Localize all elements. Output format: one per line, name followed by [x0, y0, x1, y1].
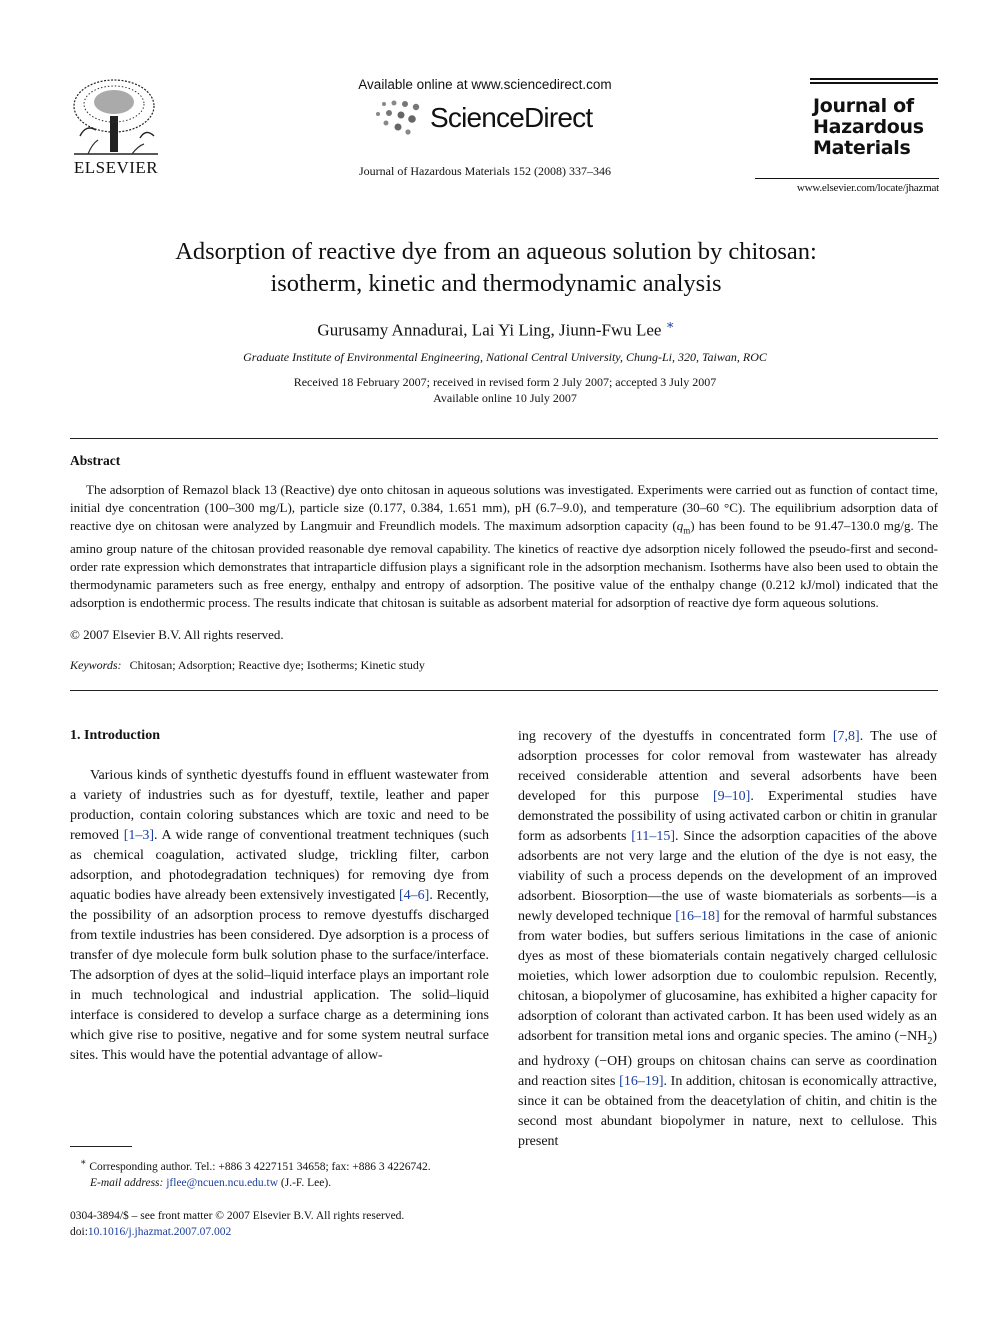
- keywords-list: Chitosan; Adsorption; Reactive dye; Isotherms; Kinetic study: [129, 658, 425, 672]
- journal-logo-rule: [810, 82, 938, 84]
- available-date: Available online 10 July 2007: [433, 391, 577, 405]
- keywords-label: Keywords:: [70, 658, 122, 672]
- article-history: [80, 374, 930, 406]
- abstract-heading: Abstract: [70, 453, 121, 468]
- journal-url[interactable]: www.elsevier.com/locate/jhazmat: [796, 182, 939, 194]
- body-text: Various kinds of synthetic dyestuffs found in effluent wastewater from a variety of industries such as for dyestuff, textile, leather and paper production, contain coloring substances which are toxic and need to be removed: [70, 768, 489, 843]
- body-text: . Since the adsorption capacities of the above adsorbents are not very large and the elution of the dye is not easy, the viability of such a process depends on the development of an improved adsorbent. Biosorption—the use of waste biomaterials as sorbents—is a newly developed technique: [518, 829, 937, 924]
- body-column-right: [518, 727, 937, 1152]
- journal-url-rule: [755, 178, 939, 179]
- qm-subscript: m: [683, 525, 691, 536]
- journal-logo-rule: [810, 78, 938, 80]
- citation-link[interactable]: [9–10]: [713, 789, 751, 804]
- section-heading: 1. Introduction: [70, 728, 160, 743]
- journal-logo: [810, 78, 938, 165]
- citation-link[interactable]: [7,8]: [832, 729, 860, 744]
- received-dates: Received 18 February 2007; received in revised form 2 July 2007; accepted 3 July 2007: [293, 375, 717, 389]
- corresponding-footnote: [80, 1155, 500, 1191]
- body-text: ing recovery of the dyestuffs in concentrated form: [518, 729, 833, 744]
- journal-title: [810, 86, 938, 165]
- body-column-left: [70, 766, 489, 1066]
- corresponding-author-mark[interactable]: ∗: [665, 317, 675, 332]
- title-line-2: isotherm, kinetic and thermodynamic analysis: [270, 270, 722, 297]
- title-line-1: Adsorption of reactive dye from an aqueous solution by chitosan:: [175, 238, 817, 265]
- footnote-text: Corresponding author. Tel.: +886 3 4227151 34658; fax: +886 3 4226742.: [89, 1160, 431, 1173]
- keywords: [70, 658, 425, 673]
- body-text: for the removal of harmful substances from water bodies, but suffers serious limitations in the case of anionic dyes as most of these biomaterials contain negatively charged cellulosic moieties, which lower adsorption due to coulombic repulsion. Recently, chitosan, a biopolymer of glucosamine, has exhibited a higher capacity for adsorption of colorant than activated carbon. It has been used widely as an adsorbent for transition metal ions and organic species. The amino (−NH: [518, 909, 937, 1044]
- divider: [70, 690, 938, 691]
- body-text: . Recently, the possibility of an adsorption process to remove dyestuffs discharged from textile industries has been considered. Dye adsorption is a process of transfer of dye molecule form bulk solution phase to the surface/interface. The adsorption of dyes at the solid–liquid interface plays an important role in much technological and industrial application. The solid–liquid interface is considered to develop a surface charge as a determining ions which give rise to positive, negative and for some system neutral surface sites. This would have the potential advantage of allow-: [70, 888, 489, 1063]
- citation-link[interactable]: [1–3]: [123, 828, 155, 843]
- body-text: . Experimental studies have demonstrated the possibility of using activated carbon or chitin in granular form as adsorbents: [518, 789, 937, 844]
- affiliation: Graduate Institute of Environmental Engineering, National Central University, Chung-Li, 320, Taiwan, ROC: [243, 350, 767, 364]
- footnote-mark: ∗: [80, 1157, 87, 1168]
- citation-link[interactable]: [4–6]: [399, 888, 430, 903]
- qm-symbol: q: [676, 518, 684, 533]
- authors-text: Gurusamy Annadurai, Lai Yi Ling, Jiunn-Fwu Lee: [317, 320, 662, 340]
- abstract-text-part: ) has been found to be 91.47–130.0 mg/g. The amino group nature of the chitosan provided reasonable dye removal capability. The kinetics of reactive dye adsorption nicely followed the pseudo-first and second-order rate expression which demonstrates that intraparticle diffusion plays a significant role in the adsorption mechanism. Isotherms have also been used to obtain the thermodynamic parameters such as free energy, enthalpy and entropy of adsorption. The positive value of the enthalpy change (0.212 kJ/mol) indicated that the adsorption is endothermic process. The results indicate that chitosan is suitable as adsorbent material for adsorption of reactive dye form aqueous solutions.: [70, 518, 939, 610]
- doi-label: doi:: [70, 1226, 88, 1238]
- citation-link[interactable]: [16–19]: [619, 1073, 664, 1089]
- nh2-subscript: 2: [927, 1035, 933, 1047]
- citation-link[interactable]: [11–15]: [631, 829, 676, 844]
- email-link[interactable]: jflee@ncuen.ncu.edu.tw: [166, 1176, 279, 1189]
- sciencedirect-brand: ScienceDirect: [430, 102, 593, 133]
- email-label: E-mail address:: [90, 1176, 164, 1189]
- abstract-copyright: © 2007 Elsevier B.V. All rights reserved.: [70, 627, 284, 642]
- front-matter: [70, 1208, 490, 1240]
- journal-title-line: Hazardous: [813, 116, 924, 138]
- journal-title-line: Journal of: [813, 95, 914, 117]
- sciencedirect-dots-icon: [372, 98, 428, 138]
- body-text: ) and hydroxy (−OH) groups on chitosan chains can serve as coordination and reaction sites: [518, 1029, 937, 1089]
- publisher-name: ELSEVIER: [73, 158, 159, 177]
- email-suffix: (J.-F. Lee).: [278, 1176, 332, 1189]
- doi-link[interactable]: 10.1016/j.jhazmat.2007.07.002: [87, 1226, 232, 1238]
- issn-line: 0304-3894/$ – see front matter © 2007 Elsevier B.V. All rights reserved.: [70, 1210, 405, 1222]
- elsevier-tree-icon: [70, 76, 162, 158]
- abstract-text-part: The adsorption of Remazol black 13 (Reactive) dye onto chitosan in aqueous solutions was investigated. Experiments were carried out as function of contact time, initial dye concentration (100–300 mg/L), particle size (0.177, 0.384, 1.651 mm), pH (6.7–9.0), and temperature (30–60 °C). The equilibrium adsorption data of reactive dye on chitosan were analyzed by Langmuir and Freundlich models. The maximum adsorption capacity (: [70, 482, 938, 533]
- citation-link[interactable]: [16–18]: [675, 909, 720, 924]
- body-text: . In addition, chitosan is economically attractive, since it can be obtained from the deacetylation of chitin, and chitin is the second most abundant biopolymer in nature, next to cellulose. This present: [518, 1073, 937, 1149]
- author-list: [80, 317, 912, 341]
- abstract-text: [70, 481, 938, 612]
- journal-title-line: Materials: [813, 137, 911, 159]
- journal-citation: Journal of Hazardous Materials 152 (2008) 337–346: [359, 164, 611, 178]
- elsevier-logo: [70, 76, 162, 182]
- article-title: [80, 236, 912, 300]
- sciencedirect-logo: [372, 98, 612, 138]
- footnote-rule: [70, 1146, 132, 1147]
- body-text: . A wide range of conventional treatment techniques (such as chemical coagulation, activated sludge, trickling filter, carbon adsorption, and photodegradation techniques) for removing dye from aquatic bodies have already been extensively investigated: [70, 828, 489, 903]
- divider: [70, 438, 938, 439]
- body-text: . The use of adsorption processes for color removal from wastewater has already received considerable attention and several adsorbents have been developed for this purpose: [518, 729, 937, 804]
- available-online-text: Available online at www.sciencedirect.com: [358, 77, 612, 92]
